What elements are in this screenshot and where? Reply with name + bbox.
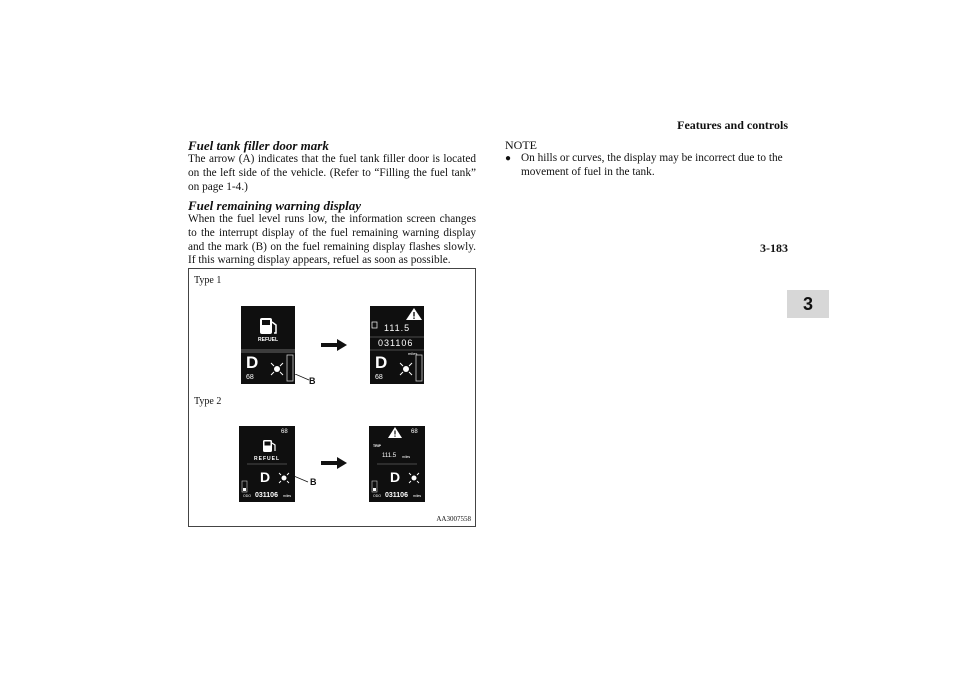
odo-label: ODO <box>243 494 251 498</box>
fuel-pump-icon <box>263 440 275 452</box>
odometer-unit: miles <box>408 351 418 356</box>
odometer-unit: miles <box>413 494 422 498</box>
odometer-readout: 031106 <box>255 492 278 499</box>
display-figure <box>188 268 476 527</box>
paragraph-fuel-door-mark: The arrow (A) indicates that the fuel tank filler door is located on the left side of the vehicle. (Refer to “Filling the fuel tank” on page 1-4.) <box>188 153 476 193</box>
odometer-readout: 031106 <box>378 338 414 348</box>
type2-warning-graphic <box>369 426 425 502</box>
type2-refuel-screen <box>239 426 295 502</box>
heading-fuel-warning: Fuel remaining warning display <box>188 197 362 213</box>
flashing-fuel-mark <box>271 363 283 375</box>
warning-triangle-icon <box>388 427 402 438</box>
trip-readout: 111.5 <box>384 323 411 333</box>
odometer-readout: 031106 <box>385 492 408 499</box>
note-block <box>505 138 795 180</box>
fuel-gauge-bars <box>242 481 247 492</box>
odometer-unit: miles <box>283 494 292 498</box>
note-text: On hills or curves, the display may be incorrect due to the movement of fuel in the tank. <box>521 152 783 178</box>
fuel-pump-icon <box>260 318 276 334</box>
warning-triangle-icon <box>406 308 422 320</box>
paragraph-fuel-warning: When the fuel level runs low, the information screen changes to the interrupt display of the fuel remaining warning display and the mark (B) on the fuel remaining display flashes slowly. If this warning display appears, refuel as soon as possible. <box>188 212 476 267</box>
refuel-text: REFUEL <box>258 337 278 343</box>
type2-screen-graphic <box>239 426 295 502</box>
gear-indicator: D <box>390 469 401 485</box>
flashing-fuel-mark <box>400 363 412 375</box>
heading-fuel-door-mark: Fuel tank filler door mark <box>188 138 329 153</box>
type2-warning-screen <box>369 426 425 502</box>
gear-indicator: D <box>375 353 388 372</box>
callout-b-type1: B <box>309 376 316 386</box>
refuel-text: REFUEL <box>254 456 280 462</box>
transition-arrow-icon <box>321 457 347 469</box>
callout-leader-line <box>289 474 310 484</box>
trip-label: TRIP <box>373 444 381 448</box>
fuel-gauge-bars <box>372 481 377 492</box>
type1-refuel-screen <box>241 306 295 384</box>
section-title: Features and controls <box>677 118 788 132</box>
temperature-readout: 68 <box>281 429 288 435</box>
chapter-tab: 3 <box>787 290 829 318</box>
gear-indicator: D <box>260 469 271 485</box>
page-number: 3-183 <box>760 241 788 255</box>
note-item <box>505 152 795 180</box>
left-column <box>188 138 476 268</box>
temperature-readout: 68 <box>246 374 254 381</box>
temperature-readout: 68 <box>411 429 418 435</box>
transition-arrow-icon <box>321 339 347 351</box>
figure-code: AA3007558 <box>436 515 471 523</box>
temperature-readout: 68 <box>375 374 383 381</box>
type1-label: Type 1 <box>194 275 222 286</box>
note-title: NOTE <box>505 138 537 152</box>
trip-unit: miles <box>402 455 411 459</box>
type2-label: Type 2 <box>194 396 222 407</box>
callout-b-type2: B <box>310 477 317 487</box>
callout-leader-line <box>295 374 311 382</box>
type1-warning-screen <box>370 306 424 384</box>
bullet-icon: ● <box>505 153 512 164</box>
trip-readout: 111.5 <box>382 453 397 459</box>
flashing-fuel-mark <box>409 473 419 483</box>
odo-label: ODO <box>373 494 381 498</box>
flashing-fuel-mark <box>279 473 289 483</box>
gear-indicator: D <box>246 353 259 372</box>
